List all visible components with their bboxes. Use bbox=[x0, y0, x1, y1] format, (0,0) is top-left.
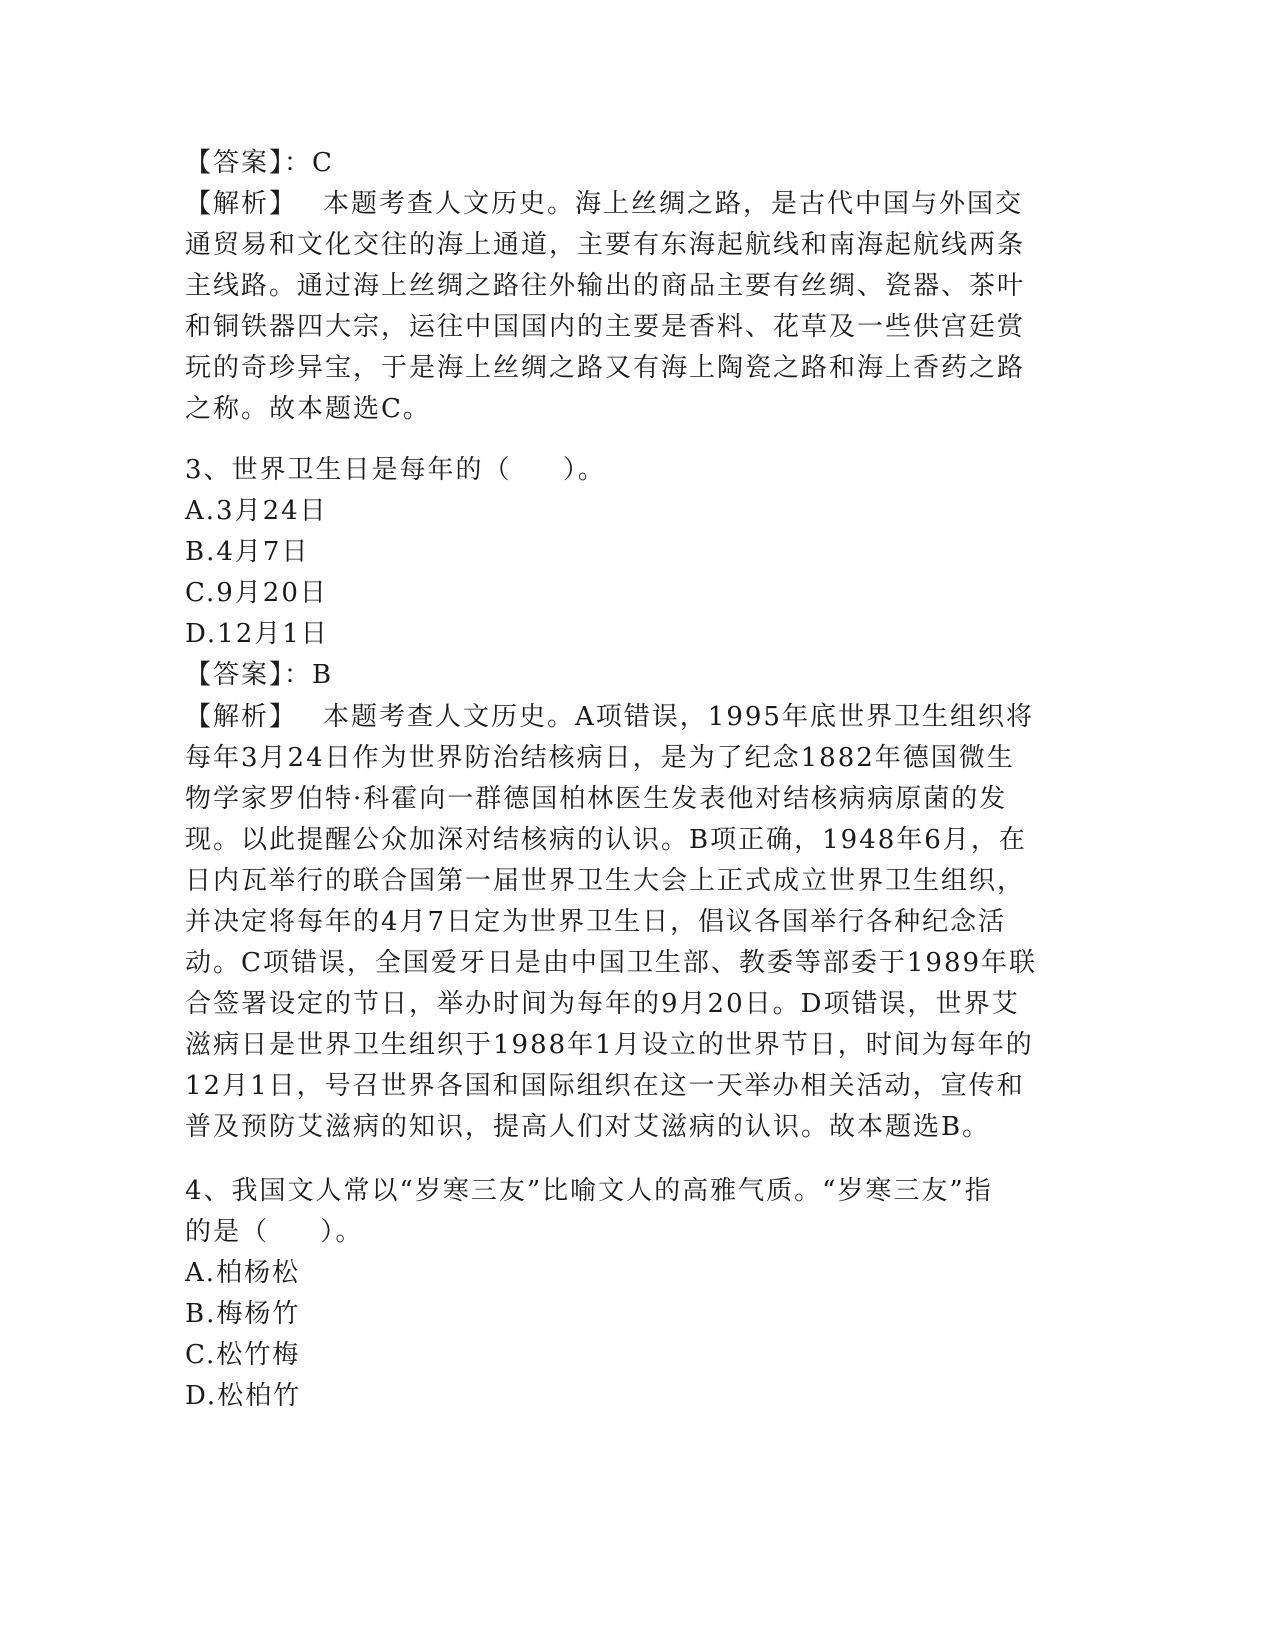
q2-analysis-line-6: 之称。故本题选C。 bbox=[185, 394, 431, 424]
q3-analysis-line-6: 并决定将每年的4月7日定为世界卫生日，倡议各国举行各种纪念活 bbox=[185, 907, 1007, 937]
q4-option-d: D.松柏竹 bbox=[185, 1381, 302, 1411]
q3-analysis-line-7: 动。C项错误，全国爱牙日是由中国卫生部、教委等部委于1989年联 bbox=[185, 948, 1038, 978]
q2-analysis-line-5: 玩的奇珍异宝，于是海上丝绸之路又有海上陶瓷之路和海上香药之路 bbox=[185, 353, 1026, 383]
q3-analysis-line-4: 现。以此提醒公众加深对结核病的认识。B项正确，1948年6月，在 bbox=[185, 825, 1027, 855]
q3-option-c: C.9月20日 bbox=[185, 578, 328, 608]
q2-analysis-line-4: 和铜铁器四大宗，运往中国国内的主要是香料、花草及一些供宫廷赏 bbox=[185, 312, 1026, 342]
q3-analysis-line-8: 合签署设定的节日，举办时间为每年的9月20日。D项错误，世界艾 bbox=[185, 989, 1020, 1019]
q4-option-a: A.柏杨松 bbox=[185, 1258, 301, 1288]
q3-analysis-line-9: 滋病日是世界卫生组织于1988年1月设立的世界节日，时间为每年的 bbox=[185, 1030, 1034, 1060]
q3-option-b: B.4月7日 bbox=[185, 537, 310, 567]
q4-stem-line-1: 4、我国文人常以“岁寒三友”比喻文人的高雅气质。“岁寒三友”指 bbox=[185, 1176, 993, 1206]
q2-analysis-line-2: 通贸易和文化交往的海上通道，主要有东海起航线和南海起航线两条 bbox=[185, 230, 1026, 260]
q3-stem: 3、世界卫生日是每年的（ ）。 bbox=[185, 455, 606, 485]
q4-option-c: C.松竹梅 bbox=[185, 1340, 301, 1370]
q3-analysis-line-2: 每年3月24日作为世界防治结核病日，是为了纪念1882年德国微生 bbox=[185, 743, 1015, 773]
q3-analysis-line-11: 普及预防艾滋病的知识，提高人们对艾滋病的认识。故本题选B。 bbox=[185, 1112, 991, 1142]
q3-answer: 【答案】：B bbox=[185, 660, 334, 690]
q3-analysis-line-1: 【解析】 本题考查人文历史。A项错误，1995年底世界卫生组织将 bbox=[185, 702, 1034, 732]
q3-option-d: D.12月1日 bbox=[185, 619, 329, 649]
q2-answer: 【答案】：C bbox=[185, 148, 334, 178]
q4-stem-line-2: 的是（ ）。 bbox=[185, 1217, 364, 1247]
q3-analysis-line-10: 12月1日，号召世界各国和国际组织在这一天举办相关活动，宣传和 bbox=[185, 1071, 1025, 1101]
q2-analysis-label: 【解析】 bbox=[185, 189, 298, 219]
q2-analysis-line-1: 【解析】 本题考查人文历史。海上丝绸之路，是古代中国与外国交 bbox=[185, 189, 1024, 219]
q2-analysis-line-3: 主线路。通过海上丝绸之路往外输出的商品主要有丝绸、瓷器、茶叶 bbox=[185, 271, 1026, 301]
q3-analysis-label: 【解析】 bbox=[185, 702, 298, 732]
q3-option-a: A.3月24日 bbox=[185, 496, 328, 526]
q3-analysis-line-3: 物学家罗伯特·科霍向一群德国柏林医生发表他对结核病病原菌的发 bbox=[185, 784, 1008, 814]
q3-analysis-line-5: 日内瓦举行的联合国第一届世界卫生大会上正式成立世界卫生组织， bbox=[185, 866, 1026, 896]
q4-option-b: B.梅杨竹 bbox=[185, 1299, 301, 1329]
